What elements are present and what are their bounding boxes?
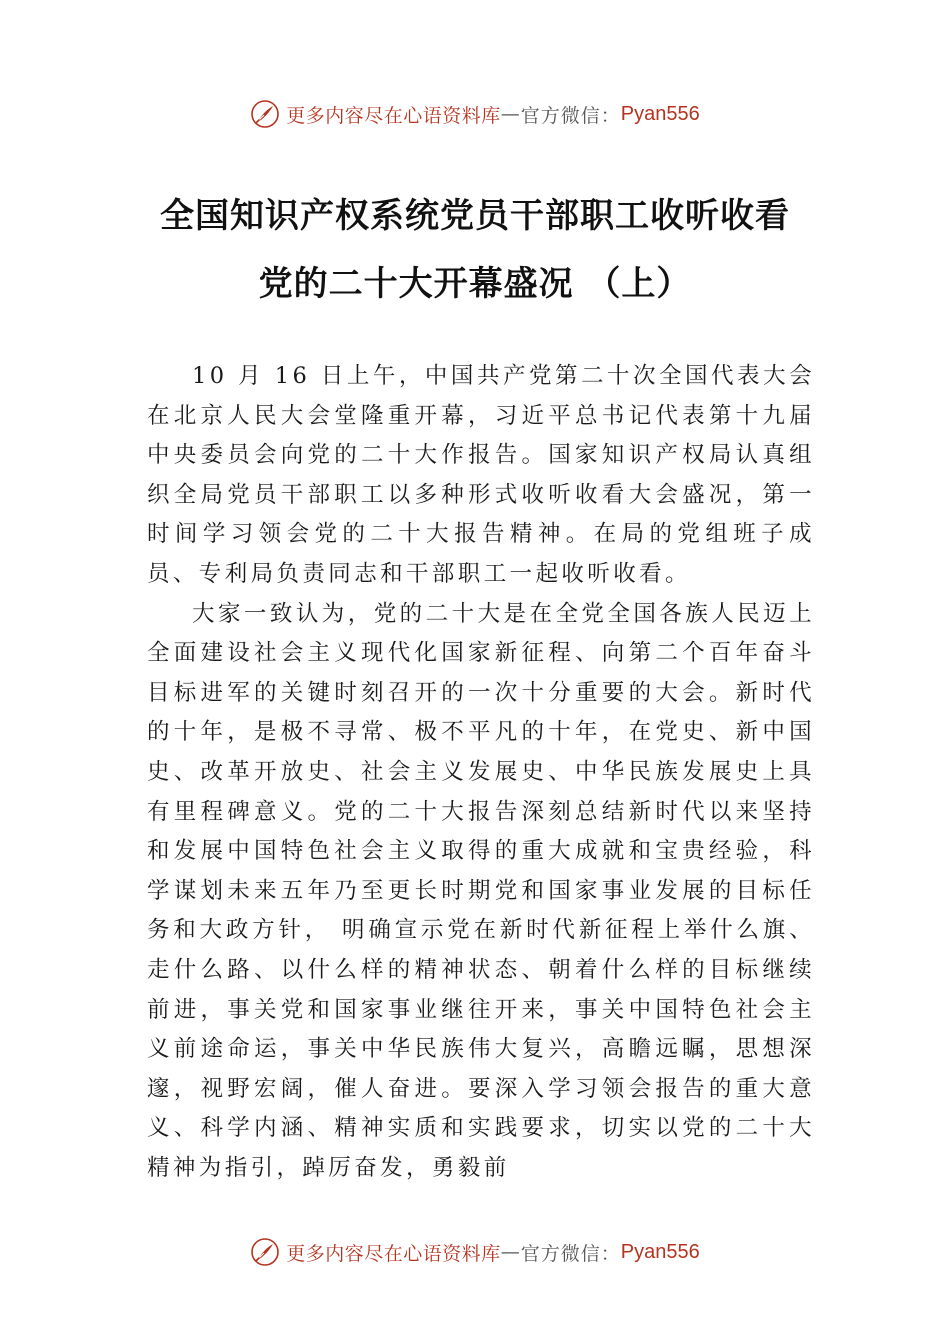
watermark-footer (0, 1232, 950, 1272)
watermark-separator: — (500, 1241, 521, 1263)
paragraph: 大家一致认为，党的二十大是在全党全国各族人民迈上全面建设社会主义现代化国家新征程、向第二个百年奋斗目标进军的关键时刻召开的一次十分重要的大会。新时代的十年，是极不寻常、极不平凡的十年，在党史、新中国史、改革开放史、社会主义发展史、中华民族发展史上具有里程碑意义。党的二十大报告深刻总结新时代以来坚持和发展中国特色社会主义取得的重大成就和宝贵经验，科学谋划未来五年乃至更长时期党和国家事业发展的目标任务和大政方针， 明确宣示党在新时代新征程上举什么旗、走什么路、以什么样的精神状态、朝着什么样的目标继续前进，事关党和国家事业继往开来，事关中国特色社会主义前途命运，事关中华民族伟大复兴，高瞻远瞩，思想深邃，视野宏阔，催人奋进。要深入学习领会报告的重大意义、科学内涵、精神实质和实践要求，切实以党的二十大精神为指引，踔厉奋发，勇毅前 (147, 600, 815, 1181)
paragraph: 10 月 16 日上午，中国共产党第二十次全国代表大会在北京人民大会堂隆重开幕，习近平总书记代表第十九届中央委员会向党的二十大作报告。国家知识产权局认真组织全局党员干部职工以多种形式收听收看大会盛况，第一时间学习领会党的二十大报告精神。在局的党组班子成员、专利局负责同志和干部职工一起收听收看。 (147, 363, 815, 587)
watermark-header (0, 94, 950, 134)
watermark-separator: — (500, 103, 521, 125)
article-body (147, 357, 815, 1188)
watermark-wechat-id: Pyan556 (620, 102, 700, 125)
watermark-wechat-label: 官方微信： (520, 1242, 621, 1265)
document-title-line-1: 全国知识产权系统党员干部职工收听收看 (160, 196, 790, 236)
watermark-wechat-id: Pyan556 (620, 1240, 700, 1263)
document-title-line-2: 党的二十大开幕盛况 （上） (258, 264, 692, 304)
quill-logo-icon (250, 1237, 280, 1267)
watermark-brand: 更多内容尽在心语资料库 (286, 1242, 501, 1265)
watermark-brand: 更多内容尽在心语资料库 (286, 104, 501, 127)
quill-logo-icon (250, 99, 280, 129)
watermark-wechat-label: 官方微信： (520, 104, 621, 127)
